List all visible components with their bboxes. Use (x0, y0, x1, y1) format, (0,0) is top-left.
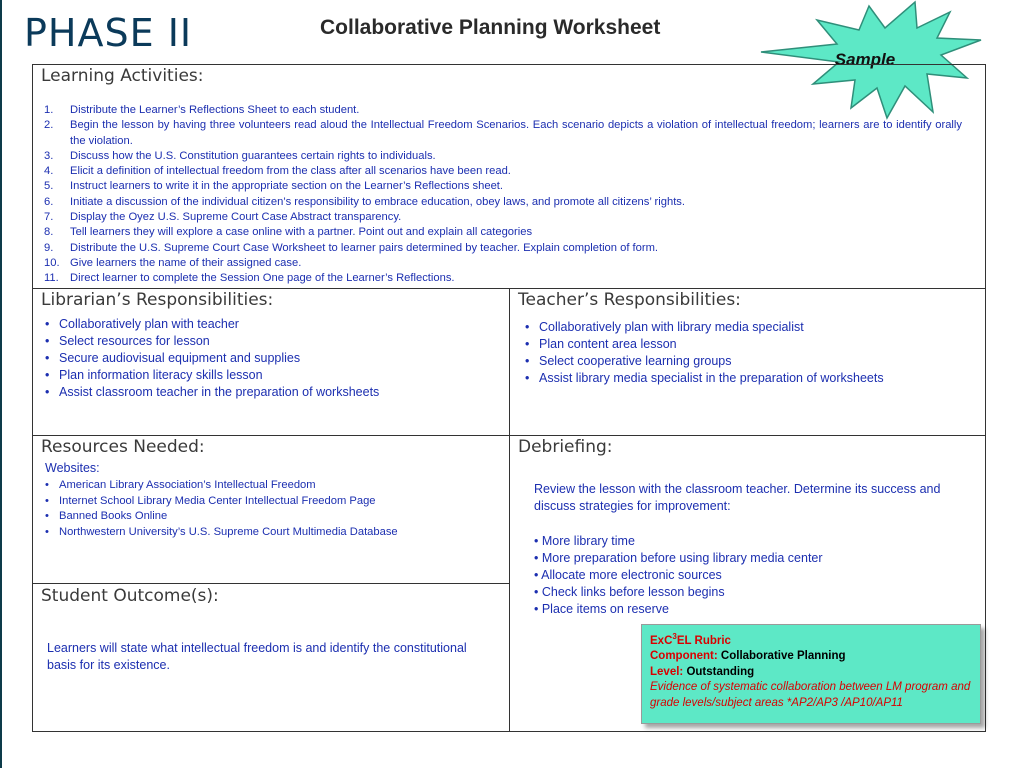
debriefing-item: • More preparation before using library media center (534, 551, 823, 565)
debriefing-item: • Place items on reserve (534, 602, 669, 616)
debriefing-item: • Allocate more electronic sources (534, 568, 722, 582)
teacher-item: • Assist library media specialist in the preparation of worksheets (525, 370, 884, 387)
resource-link: • Northwestern University’s U.S. Supreme Court Multimedia Database (45, 525, 398, 541)
activity-text: Distribute the U.S. Supreme Court Case Worksheet to learner pairs determined by teacher. Explain completion of form. (70, 241, 659, 254)
resource-link: • American Library Association’s Intellectual Freedom (45, 478, 398, 494)
librarian-heading: Librarian’s Responsibilities: (41, 290, 274, 310)
rubric-title: ExC$^3$EL Rubric (650, 632, 731, 647)
activity-item (44, 179, 962, 194)
librarian-list (45, 316, 379, 401)
activity-text: Instruct learners to write it in the appropriate section on the Learner’s Reflections sheet. (70, 180, 504, 193)
activity-number: 4. (44, 165, 54, 178)
librarian-item: • Assist classroom teacher in the preparation of worksheets (45, 384, 379, 401)
teacher-item: • Plan content area lesson (525, 336, 884, 353)
page-title: Collaborative Planning Worksheet (320, 16, 661, 39)
activity-item (44, 103, 962, 118)
rubric-level: Level: Outstanding (650, 665, 755, 678)
debriefing-item: • More library time (534, 534, 635, 548)
activity-item (44, 225, 962, 240)
websites-label: Websites: (45, 461, 100, 475)
outcomes-text: Learners will state what intellectual freedom is and identify the constitutional basis for its existence. (47, 641, 467, 672)
activity-item (44, 195, 962, 210)
activity-number: 7. (44, 211, 54, 224)
activity-text: Tell learners they will explore a case online with a partner. Point out and explain all categories (70, 226, 533, 239)
debriefing-item: • Check links before lesson begins (534, 585, 725, 599)
activity-number: 10. (44, 256, 60, 269)
activity-number: 11. (44, 272, 59, 285)
rubric-evidence: Evidence of systematic collaboration between LM program and grade levels/subject areas *AP2/AP3 /AP10/AP11 (650, 681, 971, 709)
resource-link: • Banned Books Online (45, 509, 398, 525)
librarian-item: • Collaboratively plan with teacher (45, 316, 379, 333)
activity-text: Begin the lesson by having three volunteers read aloud the Intellectual Freedom Scenarios. Each scenario depicts a violation of intellectual freedom; learners are to identify orally the violation. (70, 119, 962, 147)
learning-activities-heading: Learning Activities: (41, 66, 204, 86)
activity-item (44, 118, 962, 149)
activity-text: Display the Oyez U.S. Supreme Court Case Abstract transparency. (70, 211, 402, 224)
resources-heading: Resources Needed: (41, 437, 205, 457)
learning-activities-list (44, 103, 962, 287)
librarian-item: • Secure audiovisual equipment and supplies (45, 350, 379, 367)
activity-number: 2. (44, 119, 54, 132)
debriefing-heading: Debriefing: (518, 437, 613, 457)
activity-text: Give learners the name of their assigned case. (70, 256, 302, 269)
librarian-item: • Plan information literacy skills lesson (45, 367, 379, 384)
activity-text: Initiate a discussion of the individual citizen’s responsibility to embrace education, obey laws, and promote all citizens’ rights. (70, 195, 686, 208)
rubric-box (641, 624, 981, 724)
activity-number: 6. (44, 195, 54, 208)
activity-number: 8. (44, 226, 54, 239)
debriefing-list (534, 533, 823, 618)
activity-number: 1. (44, 104, 54, 116)
column-divider (509, 288, 510, 732)
teacher-item: • Collaboratively plan with library media specialist (525, 319, 884, 336)
activity-number: 5. (44, 180, 54, 193)
activity-text: Elicit a definition of intellectual freedom from the class after all scenarios have been read. (70, 165, 511, 178)
outcomes-heading: Student Outcome(s): (41, 586, 219, 606)
activity-number: 3. (44, 149, 54, 162)
activity-item (44, 241, 962, 256)
slide-edge (0, 0, 2, 768)
debriefing-intro: Review the lesson with the classroom teacher. Determine its success and discuss strategies for improvement: (534, 482, 941, 513)
activity-item (44, 164, 962, 179)
teacher-item: • Select cooperative learning groups (525, 353, 884, 370)
phase-label: PHASE II (24, 11, 193, 55)
activity-item (44, 210, 962, 225)
teacher-list (525, 319, 884, 387)
sample-badge: Sample (834, 50, 896, 69)
librarian-item: • Select resources for lesson (45, 333, 379, 350)
rubric-component: Component: Collaborative Planning (650, 650, 846, 663)
activity-item (44, 271, 962, 286)
activity-item (44, 256, 962, 271)
resource-link: • Internet School Library Media Center Intellectual Freedom Page (45, 494, 398, 510)
activity-text: Direct learner to complete the Session One page of the Learner’s Reflections. (70, 272, 455, 285)
activity-item (44, 149, 962, 164)
activity-text: Discuss how the U.S. Constitution guarantees certain rights to individuals. (70, 149, 436, 162)
resources-list (45, 478, 398, 540)
row-divider-3 (32, 583, 510, 584)
activity-number: 9. (44, 241, 54, 254)
teacher-heading: Teacher’s Responsibilities: (518, 290, 741, 310)
activity-text: Distribute the Learner’s Reflections Sheet to each student. (70, 104, 360, 116)
